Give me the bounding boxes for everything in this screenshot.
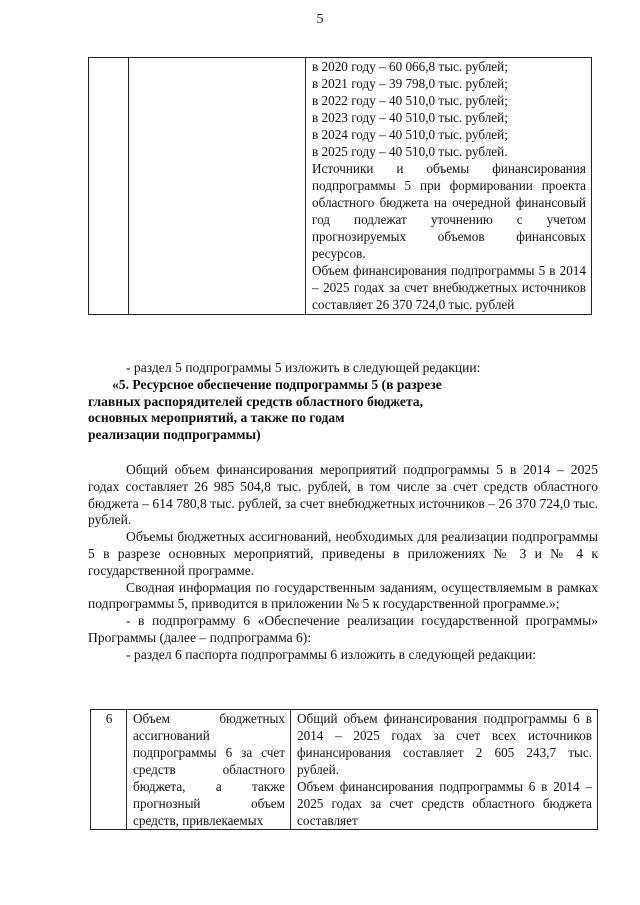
instruction-paragraph: - в подпрограмму 6 «Обеспечение реализации государственной программы» Программы (далее – подпрограмма 6): xyxy=(88,613,598,645)
instruction-paragraph: - раздел 6 паспорта подпрограммы 6 изложить в следующей редакции: xyxy=(126,646,537,662)
table-cell-label xyxy=(129,58,306,315)
table-cell-label xyxy=(127,710,291,830)
subprogram6-passport-table xyxy=(90,709,598,830)
document-body xyxy=(88,360,598,664)
funding-year-line: в 2022 году – 40 510,0 тыс. рублей; xyxy=(312,93,508,108)
subprogram5-funding-table xyxy=(88,57,592,315)
body-paragraph: Общий объем финансирования мероприятий подпрограммы 5 в 2014 – 2025 годах составляет 26 985 504,8 тыс. рублей, в том числе за счет средств областного бюджета – 614 780,8 тыс. рублей, за счет внебюджетных источников – 26 370 724,0 тыс. рублей. xyxy=(88,461,598,528)
table-cell-number: 6 xyxy=(91,710,127,830)
instruction-paragraph: - раздел 5 подпрограммы 5 изложить в следующей редакции: xyxy=(126,360,481,375)
table-row xyxy=(91,710,598,830)
section-heading-line: реализации подпрограммы) xyxy=(88,427,261,443)
funding-year-line: в 2021 году – 39 798,0 тыс. рублей; xyxy=(312,76,508,91)
extrabudgetary-funding-paragraph: Объем финансирования подпрограммы 5 в 2014 – 2025 годах за счет внебюджетных источников составляет 26 370 724,0 тыс. рублей xyxy=(312,263,586,312)
table-row xyxy=(89,58,592,315)
section-heading-line: главных распорядителей средств областного бюджета, xyxy=(88,393,423,409)
regional-budget-funding-paragraph: Объем финансирования подпрограммы 6 в 2014 – 2025 годах за счет средств областного бюджета составляет xyxy=(297,779,592,828)
table-cell-content xyxy=(306,58,592,315)
page-number: 5 xyxy=(316,12,324,27)
section-heading-line: «5. Ресурсное обеспечение подпрограммы 5 (в разрезе xyxy=(112,376,442,392)
body-paragraph: Объемы бюджетных ассигнований, необходимых для реализации подпрограммы 5 в разрезе основных мероприятий, приведены в приложениях № 3 и № 4 к государственной программе. xyxy=(88,529,598,578)
section-heading-line: основных мероприятий, а также по годам xyxy=(88,410,345,426)
funding-year-line: в 2023 году – 40 510,0 тыс. рублей; xyxy=(312,110,508,125)
table-cell-number xyxy=(89,58,129,315)
funding-sources-paragraph: Источники и объемы финансирования подпрограммы 5 при формировании проекта областного бюджета на очередной финансовый год подлежат уточнению с учетом прогнозируемых объемов финансовых ресурсов. xyxy=(312,161,586,261)
funding-year-line: в 2020 году – 60 066,8 тыс. рублей; xyxy=(312,59,508,74)
body-paragraph: Сводная информация по государственным заданиям, осуществляемым в рамках подпрограммы 5, приводится в приложении № 5 к государственной программе.»; xyxy=(88,579,598,612)
table-cell-content xyxy=(291,710,598,830)
total-funding-paragraph: Общий объем финансирования подпрограммы 6 в 2014 – 2025 годах за счет всех источников финансирования составляет 2 605 243,7 тыс. рублей. xyxy=(297,711,592,777)
funding-year-line: в 2024 году – 40 510,0 тыс. рублей; xyxy=(312,127,508,142)
budget-allocation-label: Объем бюджетных ассигнований подпрограммы 6 за счет средств областного бюджета, а также прогнозный объем средств, привлекаемых xyxy=(133,711,285,828)
funding-year-line: в 2025 году – 40 510,0 тыс. рублей. xyxy=(312,144,508,159)
